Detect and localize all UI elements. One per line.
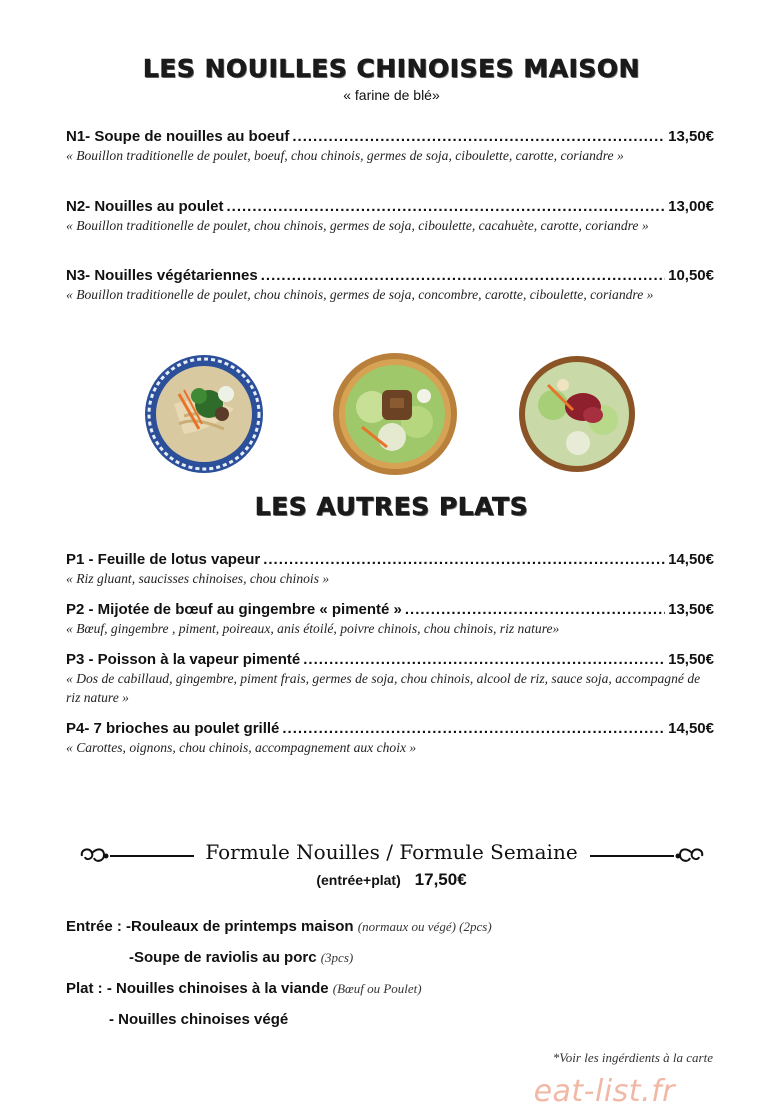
item-description: « Carottes, oignons, chou chinois, accompagnement aux choix » bbox=[66, 740, 417, 755]
item-price: 14,50€ bbox=[668, 551, 714, 568]
formule-sub-label: (entrée+plat) bbox=[316, 872, 401, 888]
item-price: 14,50€ bbox=[668, 720, 714, 737]
item-name: P4- 7 brioches au poulet grillé bbox=[66, 720, 280, 737]
menu-item-p3 bbox=[66, 650, 714, 707]
formule-plat-label: Plat : - Nouilles chinoises à la viande bbox=[66, 980, 329, 997]
formule-entree-2 bbox=[129, 949, 353, 966]
menu-item-p2 bbox=[66, 600, 714, 638]
item-name: P1 - Feuille de lotus vapeur bbox=[66, 551, 261, 568]
item-description: « Bouillon traditionelle de poulet, chou chinois, germes de soja, ciboulette, cacahuète, carotte, coriandre » bbox=[66, 218, 649, 233]
item-name: P3 - Poisson à la vapeur pimenté bbox=[66, 651, 301, 668]
noodles-section-title: LES NOUILLES CHINOISES MAISON bbox=[142, 54, 641, 83]
dishes-section-title: LES AUTRES PLATS bbox=[254, 492, 529, 521]
item-description: « Bouillon traditionelle de poulet, chou chinois, germes de soja, concombre, carotte, ciboulette, coriandre » bbox=[66, 287, 654, 302]
item-name: N3- Nouilles végétariennes bbox=[66, 267, 258, 284]
chicken-noodles-photo bbox=[332, 352, 458, 476]
item-description: « Riz gluant, saucisses chinoises, chou chinois » bbox=[66, 571, 330, 586]
formule-price: 17,50€ bbox=[414, 870, 467, 889]
item-description: « Bouillon traditionelle de poulet, boeuf, chou chinois, germes de soja, ciboulette, carotte, coriandre » bbox=[66, 148, 624, 163]
menu-item-n2 bbox=[66, 197, 714, 235]
formule-entree2-label: -Soupe de raviolis au porc bbox=[129, 949, 317, 966]
formule-entree-label: Entrée : -Rouleaux de printemps maison bbox=[66, 918, 354, 935]
formule-subtitle bbox=[0, 870, 783, 890]
menu-item-n1 bbox=[66, 127, 714, 165]
formule-entree bbox=[66, 918, 492, 935]
menu-item-p1 bbox=[66, 550, 714, 588]
noodles-subtitle: « farine de blé» bbox=[343, 87, 440, 103]
item-price: 13,50€ bbox=[668, 601, 714, 618]
formule-plat-2 bbox=[109, 1011, 288, 1028]
item-name: N1- Soupe de nouilles au boeuf bbox=[66, 128, 290, 145]
item-name: N2- Nouilles au poulet bbox=[66, 198, 224, 215]
item-description: « Dos de cabillaud, gingembre, piment frais, germes de soja, chou chinois, alcool de riz, sauce soja, accompagné de riz nature » bbox=[66, 671, 701, 705]
watermark: eat-list.fr bbox=[533, 1074, 675, 1109]
formule-title: Formule Nouilles / Formule Semaine bbox=[205, 840, 578, 864]
formule-plat2-label: - Nouilles chinoises végé bbox=[109, 1011, 289, 1028]
menu-item-p4 bbox=[66, 719, 714, 757]
item-price: 15,50€ bbox=[668, 651, 714, 668]
item-description: « Bœuf, gingembre , piment, poireaux, anis étoilé, poivre chinois, chou chinois, riz nature» bbox=[66, 621, 560, 636]
vegetarian-noodles-photo bbox=[518, 355, 636, 473]
formule-entree-note: (normaux ou végé) (2pcs) bbox=[357, 919, 492, 934]
footnote: *Voir les ingérdients à la carte bbox=[552, 1050, 713, 1065]
formule-entree2-note: (3pcs) bbox=[320, 950, 354, 965]
item-price: 13,50€ bbox=[668, 128, 714, 145]
item-name: P2 - Mijotée de bœuf au gingembre « pimenté » bbox=[66, 601, 402, 618]
menu-item-n3 bbox=[66, 266, 714, 304]
formule-plat-note: (Bœuf ou Poulet) bbox=[332, 981, 422, 996]
formule-plat bbox=[66, 980, 422, 997]
item-price: 13,00€ bbox=[668, 198, 714, 215]
beef-noodle-soup-photo bbox=[144, 354, 264, 474]
item-price: 10,50€ bbox=[668, 267, 714, 284]
